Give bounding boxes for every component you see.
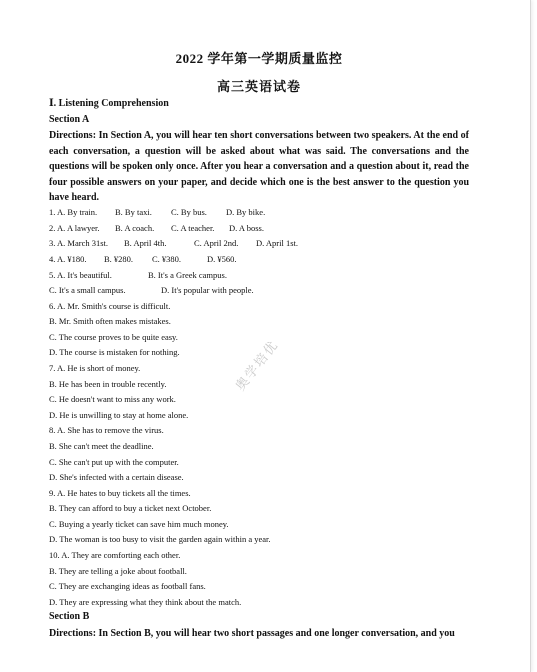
q3-option-d: D. April 1st. xyxy=(256,238,299,248)
q4-option-a: 4. A. ¥180. xyxy=(49,254,87,264)
question-2 xyxy=(49,223,264,233)
q7-option-c: C. He doesn't want to miss any work. xyxy=(49,394,176,404)
section-b-heading: Section B xyxy=(49,611,90,622)
q5-option-d: D. It's popular with people. xyxy=(161,285,254,295)
q2-option-a: 2. A. A lawyer. xyxy=(49,223,100,233)
q3-option-a: 3. A. March 31st. xyxy=(49,238,109,248)
exam-title: 2022 学年第一学期质量监控 xyxy=(175,51,343,66)
q9-option-d: D. The woman is too busy to visit the garden again within a year. xyxy=(49,534,271,544)
q8-option-b: B. She can't meet the deadline. xyxy=(49,441,154,451)
q7-option-b: B. He has been in trouble recently. xyxy=(49,379,167,389)
question-3 xyxy=(49,238,298,248)
q5-option-c: C. It's a small campus. xyxy=(49,285,126,295)
q9-option-c: C. Buying a yearly ticket can save him much money. xyxy=(49,519,229,529)
q6-option-b: B. Mr. Smith often makes mistakes. xyxy=(49,316,171,326)
directions-b: Directions: In Section B, you will hear two short passages and one longer conversation, and you xyxy=(49,628,455,639)
question-4 xyxy=(49,254,237,264)
q6-option-c: C. The course proves to be quite easy. xyxy=(49,332,178,342)
q4-option-d: D. ¥560. xyxy=(207,254,237,264)
q4-option-c: C. ¥380. xyxy=(152,254,182,264)
question-5-row-1 xyxy=(49,270,227,280)
q3-option-b: B. April 4th. xyxy=(124,238,167,248)
q1-option-c: C. By bus. xyxy=(171,207,207,217)
q8-option-d: D. She's infected with a certain disease. xyxy=(49,472,184,482)
q10-option-a: 10. A. They are comforting each other. xyxy=(49,550,181,560)
question-5-row-2 xyxy=(49,285,254,295)
q10-option-b: B. They are telling a joke about football. xyxy=(49,566,187,576)
q5-option-b: B. It's a Greek campus. xyxy=(148,270,227,280)
q6-option-a: 6. A. Mr. Smith's course is difficult. xyxy=(49,301,171,311)
q10-option-c: C. They are exchanging ideas as football fans. xyxy=(49,581,206,591)
q8-option-c: C. She can't put up with the computer. xyxy=(49,457,179,467)
q9-option-a: 9. A. He hates to buy tickets all the times. xyxy=(49,488,191,498)
q9-option-b: B. They can afford to buy a ticket next October. xyxy=(49,503,212,513)
q1-option-b: B. By taxi. xyxy=(115,207,152,217)
watermark: 奥学培优 xyxy=(232,336,282,394)
q7-option-a: 7. A. He is short of money. xyxy=(49,363,141,373)
q1-option-d: D. By bike. xyxy=(226,207,266,217)
directions-a: Directions: In Section A, you will hear ten short conversations between two speakers. At the end of each conversation, a question will be asked about what was said. The conversations and the questions will be spoken only once. After you hear a conversation and a question about it, read the four possible answers on your paper, and decide which one is the best answer to the question you have heard. xyxy=(49,130,469,204)
q2-option-b: B. A coach. xyxy=(115,223,155,233)
q10-option-d: D. They are expressing what they think about the match. xyxy=(49,597,242,607)
q4-option-b: B. ¥280. xyxy=(104,254,134,264)
q7-option-d: D. He is unwilling to stay at home alone. xyxy=(49,410,189,420)
q5-option-a: 5. A. It's beautiful. xyxy=(49,270,112,280)
part-heading: Ⅰ. Listening Comprehension xyxy=(49,98,169,109)
q8-option-a: 8. A. She has to remove the virus. xyxy=(49,425,164,435)
exam-subtitle: 高三英语试卷 xyxy=(216,79,301,94)
question-1 xyxy=(49,207,265,217)
q2-option-c: C. A teacher. xyxy=(171,223,215,233)
q1-option-a: 1. A. By train. xyxy=(49,207,98,217)
q3-option-c: C. April 2nd. xyxy=(194,238,239,248)
section-a-heading: Section A xyxy=(49,114,90,125)
q6-option-d: D. The course is mistaken for nothing. xyxy=(49,347,180,357)
q2-option-d: D. A boss. xyxy=(229,223,264,233)
